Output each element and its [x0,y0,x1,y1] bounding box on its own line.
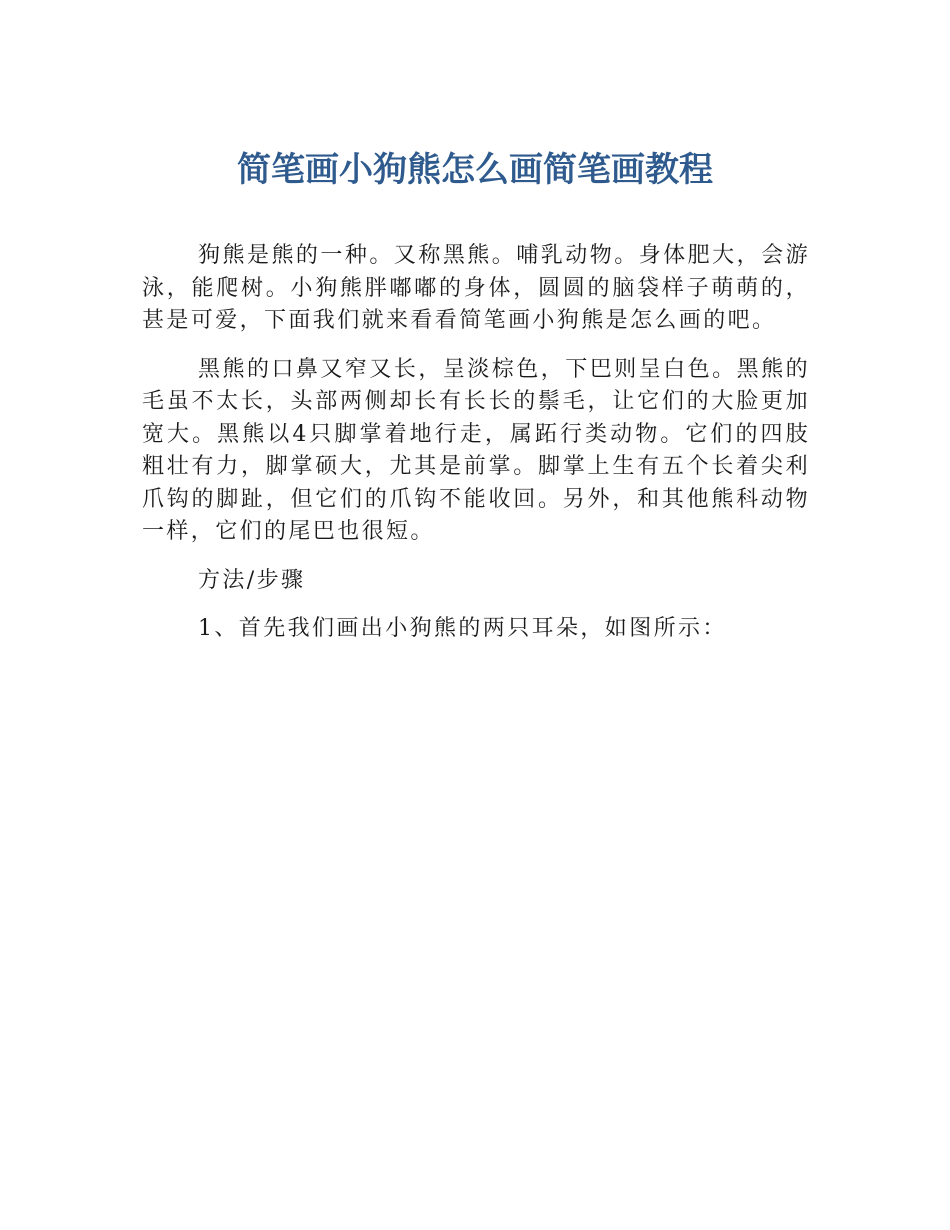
document-title: 简笔画小狗熊怎么画简笔画教程 [237,150,713,190]
paragraph-step-1: 1、首先我们画出小狗熊的两只耳朵，如图所示： [198,616,727,641]
paragraph-intro: 狗熊是熊的一种。又称黑熊。哺乳动物。身体肥大，会游泳，能爬树。小狗熊胖嘟嘟的身体，圆圆的脑袋样子萌萌的，甚是可爱，下面我们就来看看简笔画小狗熊是怎么画的吧。 [142,243,810,333]
document-body [142,240,810,662]
paragraph-method-heading: 方法/步骤 [198,567,306,593]
paragraph-description: 黑熊的口鼻又窄又长，呈淡棕色，下巴则呈白色。黑熊的毛虽不太长，头部两侧却长有长长的鬃毛，让它们的大脸更加宽大。黑熊以4只脚掌着地行走，属跖行类动物。它们的四肢粗壮有力，脚掌硕大，尤其是前掌。脚掌上生有五个长着尖利爪钩的脚趾，但它们的爪钩不能收回。另外，和其他熊科动物一样，它们的尾巴也很短。 [142,356,810,544]
